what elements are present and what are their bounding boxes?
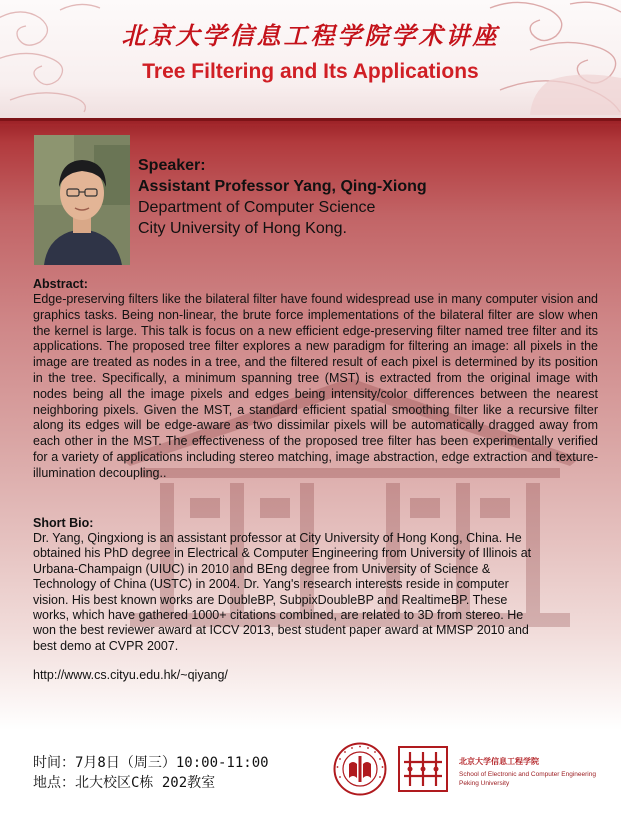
- portrait-icon: [34, 135, 130, 265]
- bio-line: Technology of China (USTC) in 2004. Dr. Yang's research interests reside in computer: [33, 577, 509, 592]
- school-emblem-icon: [398, 746, 448, 792]
- speaker-info: [138, 156, 427, 239]
- speaker-university: City University of Hong Kong.: [138, 220, 347, 237]
- header-band: [0, 0, 621, 120]
- school-university-name: Peking University: [459, 780, 510, 787]
- speaker-department: Department of Computer Science: [138, 199, 376, 216]
- bio-text: [33, 531, 598, 654]
- event-place: 地点：北大校区C栋 202教室: [33, 775, 216, 791]
- speaker-name: Assistant Professor Yang, Qing-Xiong: [138, 178, 427, 195]
- abstract-text: Edge-preserving filters like the bilateral filter have found widespread use in many computer vision and graphics tasks. Being non-linear, the brute force implementations of the bilateral filter are slow when the kernel is large. This talk is focus on a new efficient edge-preserving filter named tree filter and its applications. The proposed tree filter explores a new paradigm for filtering an image: all pixels in the image are treated as nodes in a tree, and the filtered result of each pixel is determined by its position in the tree. Specifically, a minimum spanning tree (MST) is extracted from the original image with nodes being all the image pixels and edges being intensity/color differences between the nearest neighboring pixels. Given the MST, a standard efficient spatial smoothing filter like a recursive filter along its edges will be edge-aware as two dissimilar pixels will be automatically dragged away from each other in the MST. The effectiveness of the proposed tree filter has been experimentally verified for a variety of applications including stereo matching, image abstraction, edge extraction and texture-illumination decoupling..: [33, 292, 598, 480]
- title-chinese: 北京大学信息工程学院学术讲座: [121, 21, 500, 50]
- abstract-heading: Abstract:: [33, 277, 88, 291]
- bio-line: works, which have gathered 1000+ citations combined, are related to 3D from stereo. He: [33, 608, 524, 623]
- bio-line: Urbana-Champaign (UIUC) in 2010 and BEng degree from University of Science &: [33, 561, 491, 576]
- bio-line: vision. His best known works are DoubleBP, SubpixDoubleBP and RealtimeBP. These: [33, 592, 508, 607]
- school-name-chinese: 北京大学信息工程学院: [459, 757, 539, 766]
- school-name-english: School of Electronic and Computer Engineering: [459, 771, 596, 778]
- bio-line: won the best reviewer award at ICCV 2013, best student paper award at MMSP 2010 and: [33, 623, 529, 638]
- title-english: Tree Filtering and Its Applications: [142, 60, 479, 83]
- event-time: 时间：7月8日（周三）10:00-11:00: [33, 755, 269, 771]
- homepage-link[interactable]: http://www.cs.cityu.edu.hk/~qiyang/: [33, 668, 228, 682]
- speaker-label: Speaker:: [138, 157, 206, 174]
- speaker-photo: [34, 135, 130, 265]
- peking-university-seal-icon: [333, 742, 387, 796]
- bio-heading: Short Bio:: [33, 516, 94, 530]
- bio-line: Dr. Yang, Qingxiong is an assistant professor at City University of Hong Kong, China. He: [33, 531, 522, 545]
- bio-line: obtained his PhD degree in Electrical & Computer Engineering from University of Illinois at: [33, 546, 532, 561]
- bio-line: best demo at CVPR 2007.: [33, 638, 179, 653]
